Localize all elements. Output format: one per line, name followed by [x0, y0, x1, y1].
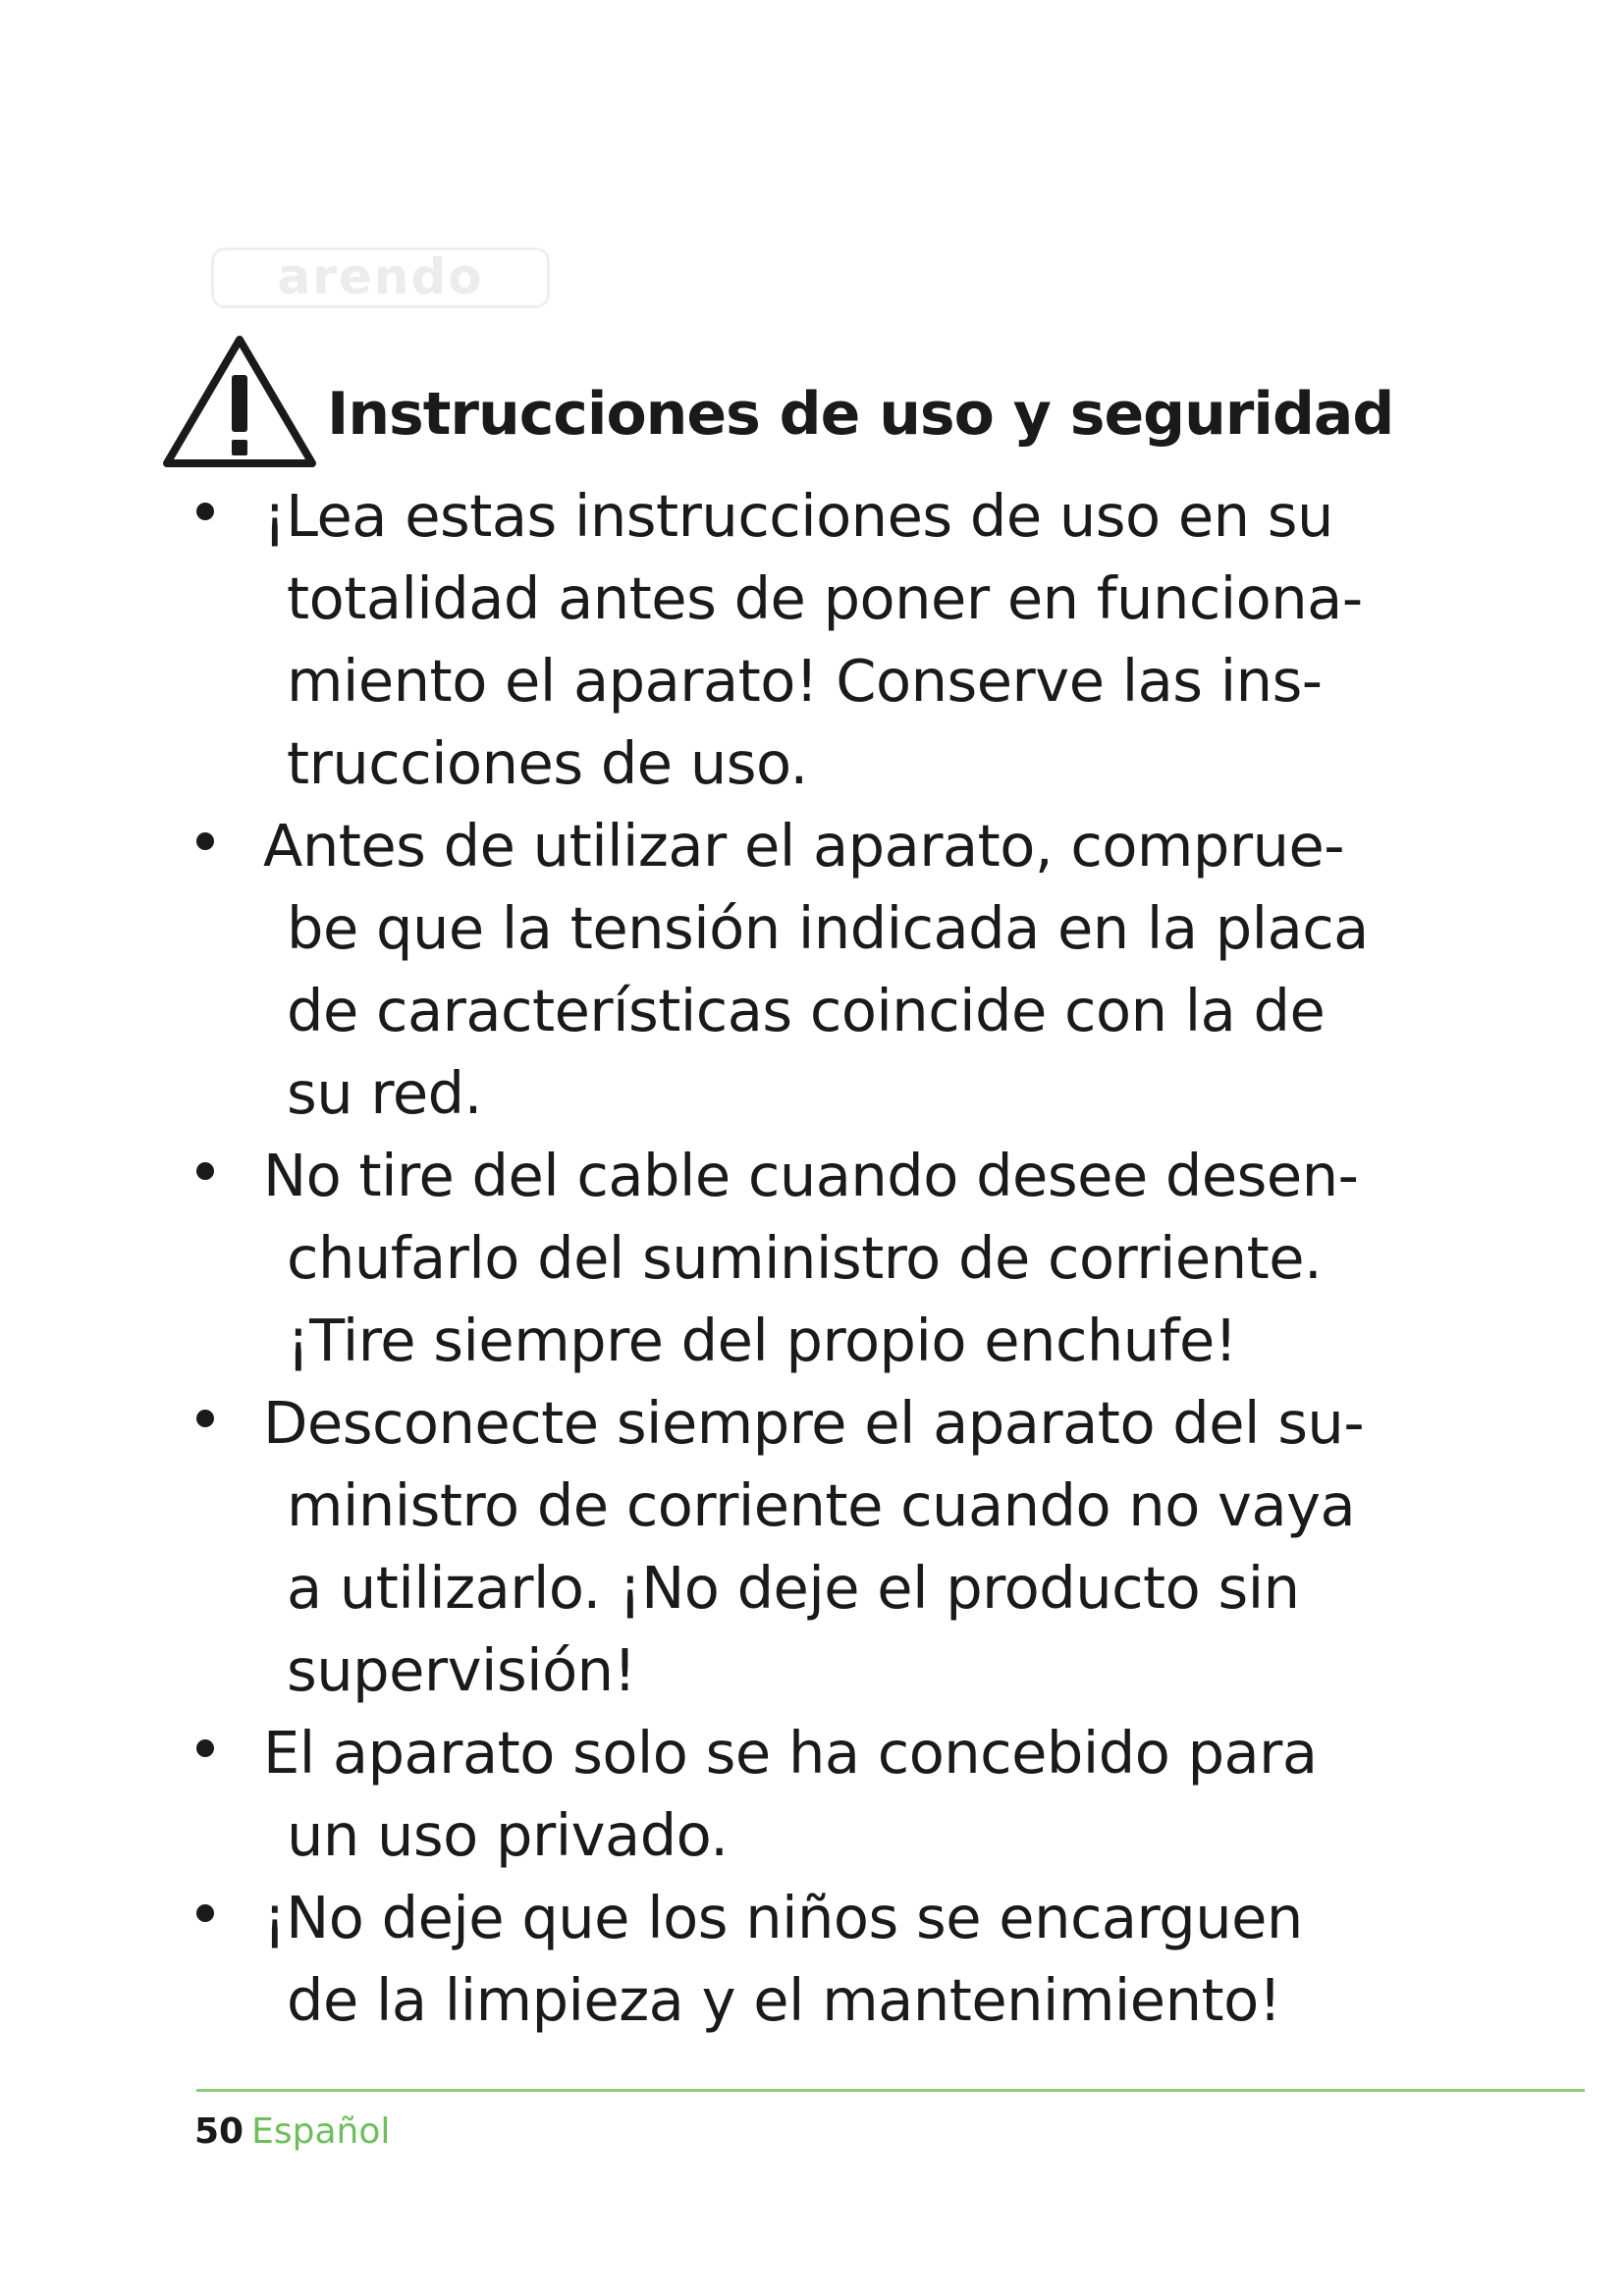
instruction-text-line: be que la tensión indicada en la placa: [287, 894, 1369, 962]
list-item: [0, 805, 1624, 1135]
instruction-text-line: ¡No deje que los niños se encarguen: [263, 1884, 1303, 1951]
list-item: [0, 1712, 1624, 1877]
bullet-icon: [196, 503, 214, 520]
instruction-text-line: totalidad antes de poner en funciona-: [287, 564, 1363, 632]
bullet-icon: [196, 1162, 214, 1180]
instruction-text-line: Antes de utilizar el aparato, comprue-: [263, 812, 1345, 880]
instruction-text-line: Desconecte siempre el aparato del su-: [263, 1389, 1365, 1457]
instruction-text-line: supervisión!: [287, 1636, 636, 1704]
instruction-text-line: a utilizarlo. ¡No deje el producto sin: [287, 1554, 1300, 1622]
instruction-text-line: un uso privado.: [287, 1801, 729, 1869]
page-title: Instrucciones de uso y seguridad: [327, 380, 1394, 449]
instruction-text-line: El aparato solo se ha concebido para: [263, 1719, 1318, 1787]
bullet-icon: [196, 1739, 214, 1757]
instruction-text-line: su red.: [287, 1059, 482, 1127]
list-item: [0, 1382, 1624, 1712]
instruction-text-line: No tire del cable cuando desee desen-: [263, 1142, 1359, 1209]
page-footer: [194, 2109, 390, 2156]
instruction-text-line: ¡Lea estas instrucciones de uso en su: [263, 482, 1333, 550]
brand-logo-watermark: arendo: [211, 247, 550, 308]
instruction-text-line: ministro de corriente cuando no vaya: [287, 1471, 1356, 1539]
footer-divider: [196, 2089, 1585, 2092]
instruction-text-line: trucciones de uso.: [287, 729, 808, 797]
instruction-text-line: de la limpieza y el mantenimiento!: [287, 1966, 1281, 2034]
bullet-icon: [196, 832, 214, 850]
bullet-icon: [196, 1410, 214, 1427]
warning-triangle-icon: [161, 334, 318, 471]
list-item: [0, 475, 1624, 805]
page-number: 50: [194, 2111, 244, 2152]
instruction-text-line: miento el aparato! Conserve las ins-: [287, 647, 1323, 715]
bullet-icon: [196, 1904, 214, 1922]
instruction-text-line: de características coincide con la de: [287, 977, 1326, 1044]
list-item: [0, 1135, 1624, 1382]
instruction-text-line: ¡Tire siempre del propio enchufe!: [287, 1307, 1237, 1374]
instruction-text-line: chufarlo del suministro de corriente.: [287, 1224, 1323, 1292]
list-item: [0, 1877, 1624, 2042]
language-label: Español: [251, 2111, 391, 2152]
